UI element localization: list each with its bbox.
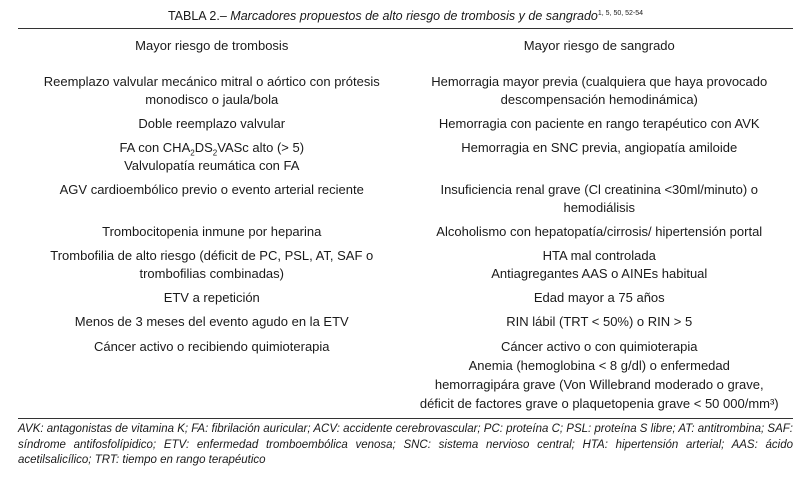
bleeding-cell: [406, 337, 794, 413]
header-bleeding: Mayor riesgo de sangrado: [523, 38, 675, 53]
cell-line: Menos de 3 meses del evento agudo en la ETV: [74, 314, 349, 329]
table-label: TABLA 2.–: [167, 9, 227, 23]
cell-line: AGV cardioembólico previo o evento arterial reciente: [59, 182, 364, 197]
fa-text-part: VASc alto (> 5): [217, 140, 305, 155]
thrombosis-cell: [18, 247, 406, 283]
cell-line: Cáncer activo o con quimioterapia: [500, 339, 698, 354]
thrombosis-cell: [18, 337, 406, 413]
thrombosis-cell: [18, 73, 406, 109]
fa-subscript: 2: [212, 148, 218, 158]
table-row: [18, 139, 793, 175]
bleeding-cell: [406, 223, 794, 241]
thrombosis-cell: [18, 223, 406, 241]
table-row: [18, 313, 793, 331]
table-row: [18, 289, 793, 307]
table-row: [18, 223, 793, 241]
bleeding-cell: [406, 115, 794, 133]
cell-line: HTA mal controlada: [542, 248, 656, 263]
cell-line: trombofilias combinadas): [139, 266, 284, 281]
thrombosis-cell: [18, 115, 406, 133]
cell-line: Valvulopatía reumática con FA: [124, 158, 300, 173]
cell-line: Reemplazo valvular mecánico mitral o aórtico con prótesis: [43, 74, 380, 89]
fa-text-part: FA con CHA: [119, 140, 191, 155]
bleeding-cell: [406, 139, 794, 175]
cell-line: Hemorragia mayor previa (cualquiera que haya provocado: [431, 74, 768, 89]
bleeding-cell: [406, 73, 794, 109]
header-thrombosis: Mayor riesgo de trombosis: [135, 38, 289, 53]
table-header-row: [18, 29, 793, 73]
table-title-text: Marcadores propuestos de alto riesgo de trombosis y de sangrado: [230, 9, 598, 23]
cell-line: Cáncer activo o recibiendo quimioterapia: [93, 339, 330, 354]
bleeding-cell: [406, 289, 794, 307]
cell-line: Insuficiencia renal grave (Cl creatinina <30ml/minuto) o: [440, 182, 759, 197]
cell-line: Trombocitopenia inmune por heparina: [102, 224, 322, 239]
cell-line: ETV a repetición: [163, 290, 260, 305]
cell-line: Hemorragia en SNC previa, angiopatía amiloide: [461, 140, 738, 155]
thrombosis-cell: [18, 313, 406, 331]
table-row: [18, 73, 793, 109]
cell-line: monodisco o jaula/bola: [145, 92, 279, 107]
thrombosis-cell: [18, 181, 406, 217]
fa-subscript: 2: [190, 148, 195, 158]
cell-line: Anemia (hemoglobina < 8 g/dl) o enfermedad: [468, 358, 730, 373]
table-footnote: AVK: antagonistas de vitamina K; FA: fibrilación auricular; ACV: accidente cerebrovascular; PC: proteína C; PSL: proteína S libre; AT: antitrombina; SAF: síndrome antifosfolípidico; ETV: enfermedad tromboembólica venosa; SNC: sistema nervioso central; HTA: hipertensión arterial; AAS: ácido acetilsalicílico; TRT: tiempo en rango terapéutico: [18, 423, 793, 466]
bleeding-cell: [406, 181, 794, 217]
table-container: [18, 8, 793, 469]
title-references: 1, 5, 50, 52-54: [597, 9, 644, 17]
cell-line: Antiagregantes AAS o AINEs habitual: [491, 266, 708, 281]
cell-line: déficit de factores grave o plaquetopenia grave < 50 000/mm³): [419, 396, 779, 411]
bleeding-cell: [406, 313, 794, 331]
thrombosis-cell: [18, 289, 406, 307]
table-row: [18, 115, 793, 133]
cell-line-cha2ds2vasc: [18, 139, 406, 157]
table-row: [18, 247, 793, 283]
cell-line: Edad mayor a 75 años: [533, 290, 665, 305]
cell-line: Trombofilia de alto riesgo (déficit de PC, PSL, AT, SAF o: [50, 248, 374, 263]
cell-line: RIN lábil (TRT < 50%) o RIN > 5: [506, 314, 693, 329]
table-title: [18, 8, 793, 28]
risk-table: [18, 29, 793, 413]
cell-line: Hemorragia con paciente en rango terapéutico con AVK: [438, 116, 760, 131]
cell-line: hemodiálisis: [563, 200, 636, 215]
thrombosis-cell: [18, 139, 406, 175]
table-row: [18, 337, 793, 413]
cell-line: Alcoholismo con hepatopatía/cirrosis/ hipertensión portal: [436, 224, 763, 239]
table-row: [18, 181, 793, 217]
bleeding-cell: [406, 247, 794, 283]
cell-line: Doble reemplazo valvular: [138, 116, 286, 131]
cell-line: descompensación hemodinámica): [500, 92, 698, 107]
cell-line: hemorragipára grave (Von Willebrand moderado o grave,: [434, 377, 764, 392]
fa-text-part: DS: [194, 140, 213, 155]
